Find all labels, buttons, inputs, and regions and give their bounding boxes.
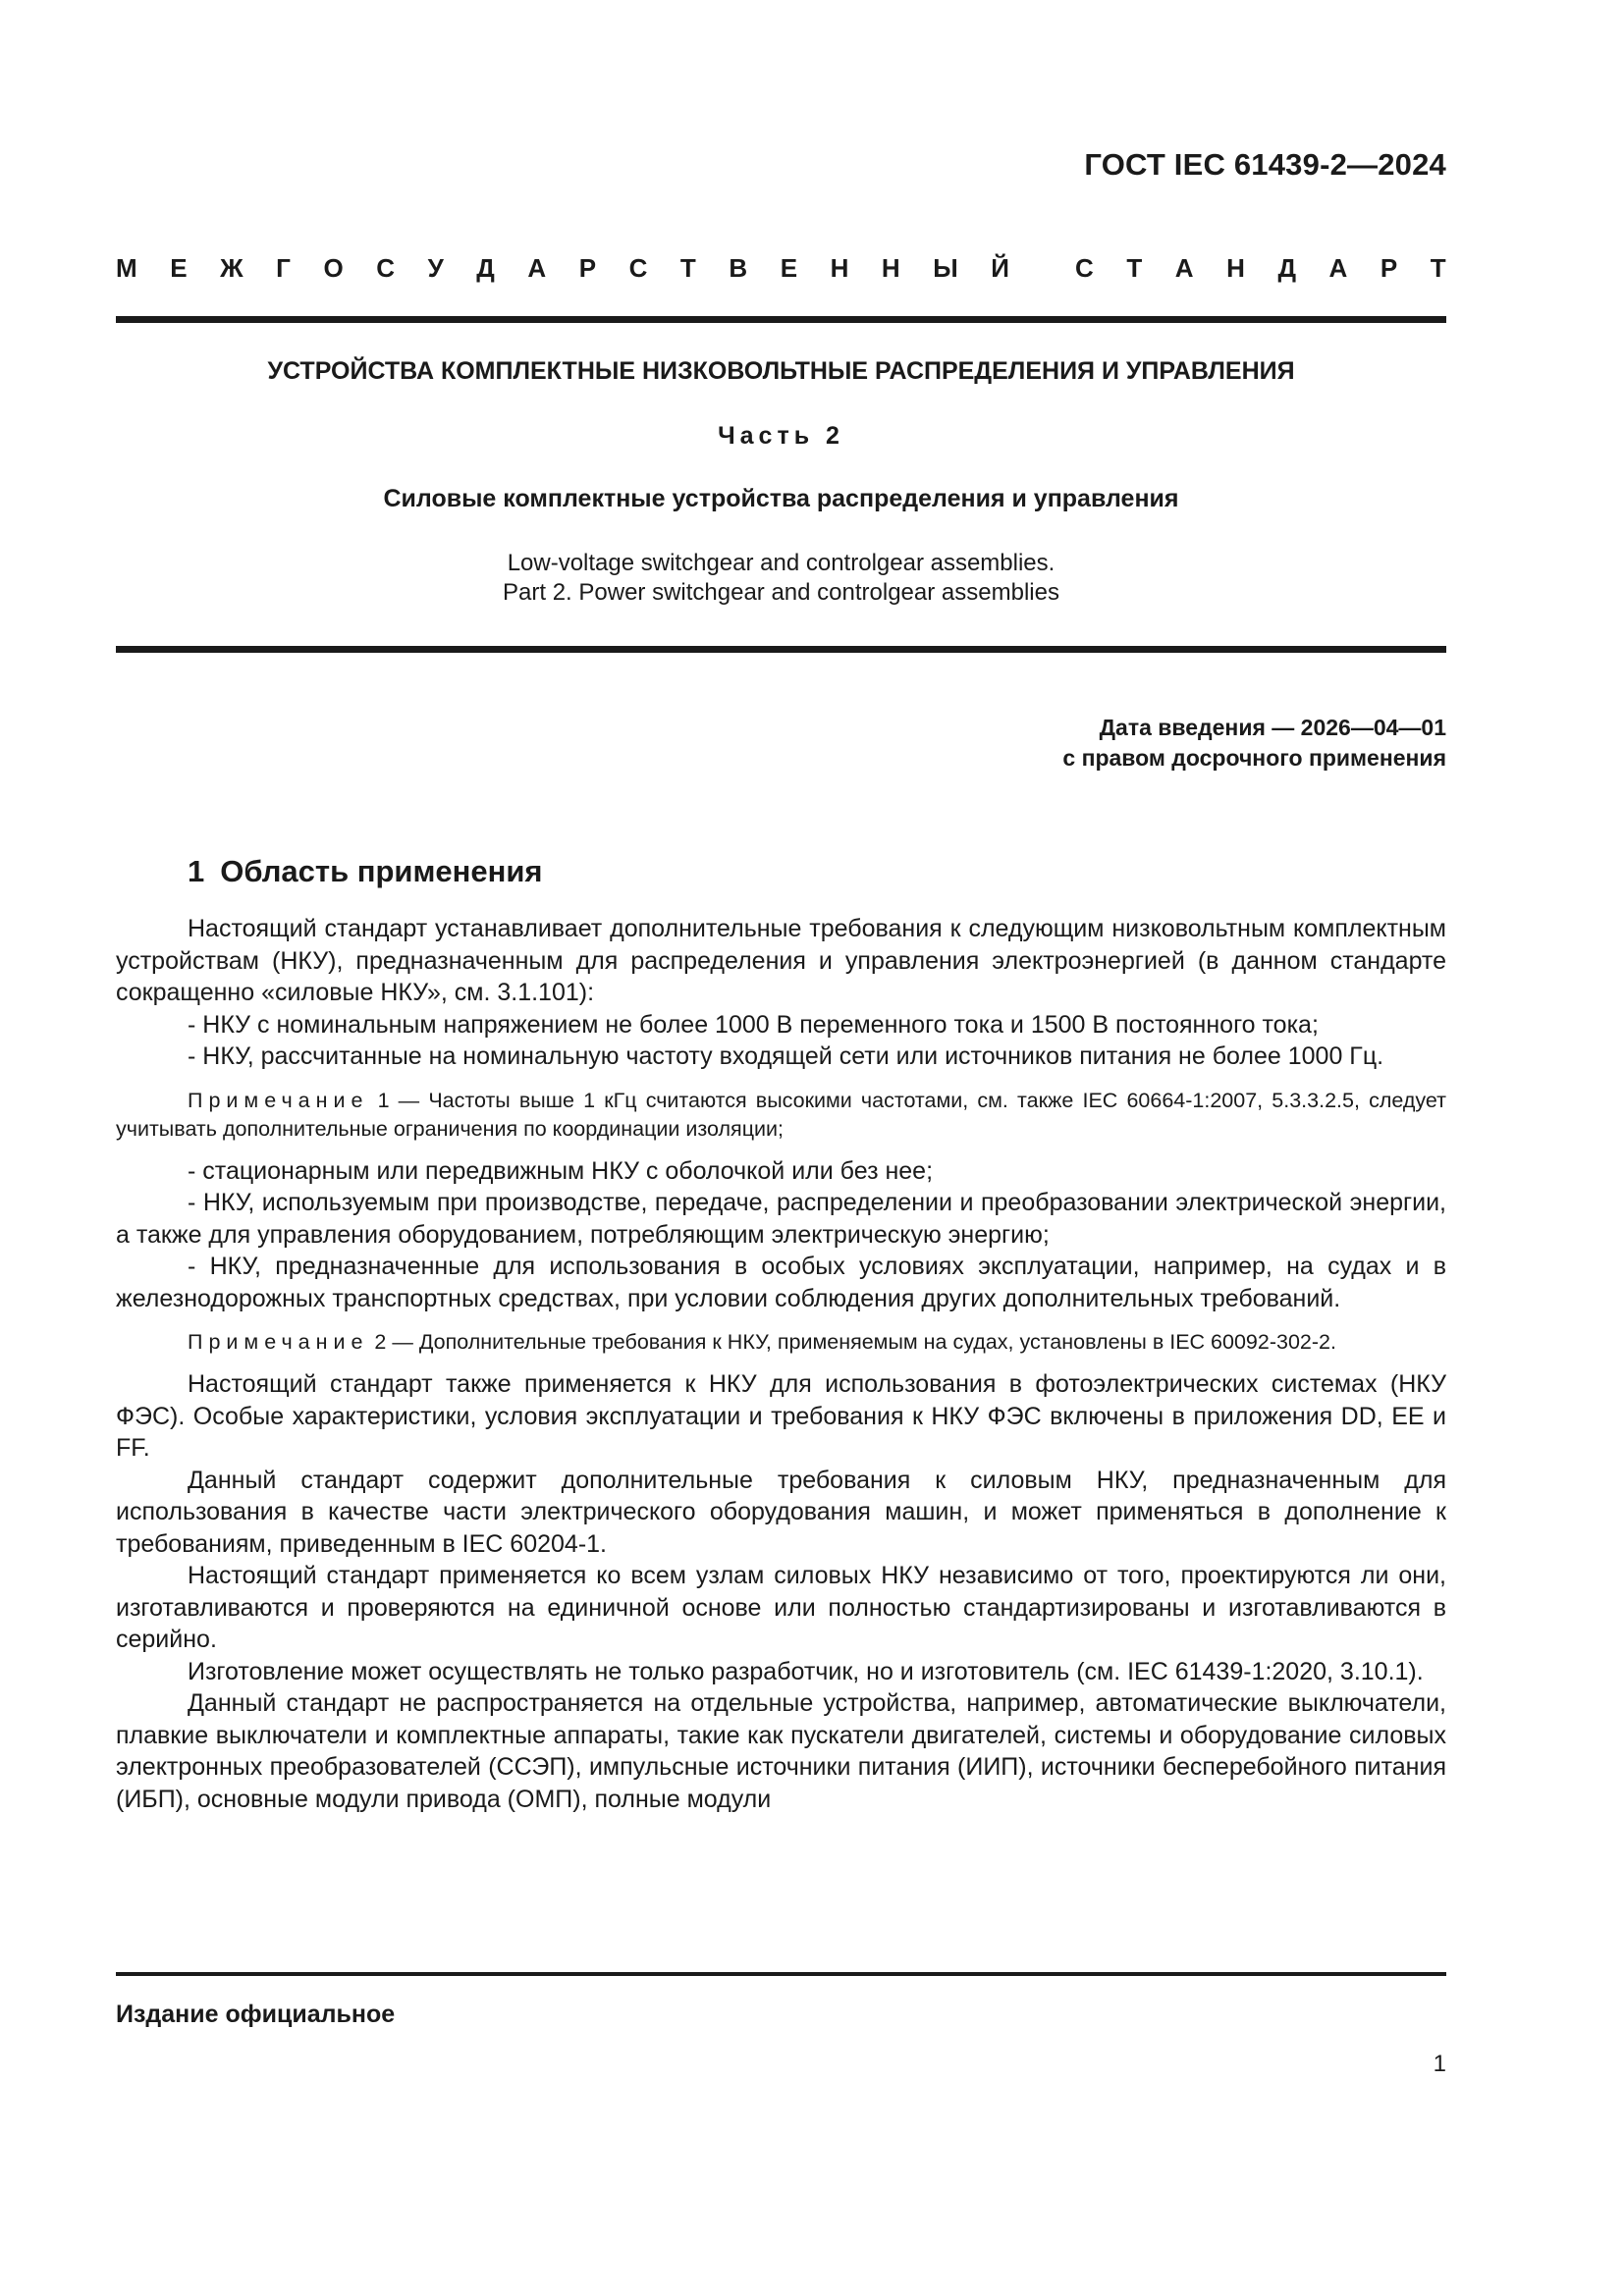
heading-letter: Н <box>881 253 900 283</box>
section-number: 1 <box>188 854 205 888</box>
section-body <box>116 913 1446 1815</box>
heading-letter: С <box>376 253 396 283</box>
heading-letter: Т <box>1126 253 1143 283</box>
heading-letter: О <box>323 253 344 283</box>
note-text: 2 — Дополнительные требования к НКУ, применяемым на судах, установлены в IEC 60092-302-2. <box>368 1330 1336 1354</box>
header-rule <box>116 316 1446 323</box>
paragraph: Настоящий стандарт устанавливает дополнительные требования к следующим низковольтным комплектным устройствам (НКУ), предназначенным для распределения и управления электроэнергией (в данном стандарте сокращенно «силовые НКУ», см. 3.1.101): <box>116 915 1446 1006</box>
heading-letter: Ж <box>220 253 244 283</box>
document-subtitle: Силовые комплектные устройства распределения и управления <box>383 485 1179 512</box>
heading-letter: С <box>628 253 648 283</box>
heading-letter: М <box>116 253 137 283</box>
note-label: Примечание <box>188 1088 369 1112</box>
list-item: - НКУ, предназначенные для использования в особых условиях эксплуатации, например, на судах и в железнодорожных транспортных средствах, при условии соблюдения других дополнительных требований. <box>116 1253 1446 1312</box>
introduction-date: Дата введения — 2026—04—01 <box>1099 715 1446 740</box>
heading-letter: Т <box>1430 253 1446 283</box>
heading-letter: Г <box>276 253 291 283</box>
list-item: - НКУ, используемым при производстве, передаче, распределении и преобразовании электрической энергии, а также для управления оборудованием, потребляющим электрическую энергию; <box>116 1189 1446 1249</box>
heading-letter: Е <box>780 253 798 283</box>
list-item: - НКУ, рассчитанные на номинальную частоту входящей сети или источников питания не более 1000 Гц. <box>188 1042 1384 1070</box>
note-text: 1 — Частоты выше 1 кГц считаются высокими частотами, см. также IEC 60664-1:2007, 5.3.3.2.5, следует учитывать дополнительные ограничения по координации изоляции; <box>116 1088 1446 1141</box>
heading-letter: Ы <box>933 253 958 283</box>
heading-letter: Д <box>476 253 495 283</box>
heading-letter: Н <box>1226 253 1245 283</box>
paragraph: Изготовление может осуществлять не только разработчик, но и изготовитель (см. IEC 61439-1:2020, 3.10.1). <box>188 1657 1424 1685</box>
note-label: Примечание <box>188 1330 369 1354</box>
section-heading <box>188 854 543 889</box>
english-title-line-2: Part 2. Power switchgear and controlgear assemblies <box>503 579 1059 606</box>
section-title: Область применения <box>220 854 543 888</box>
page-number: 1 <box>1433 2051 1446 2077</box>
heading-letter: Р <box>1380 253 1398 283</box>
title-rule <box>116 646 1446 653</box>
paragraph: Данный стандарт не распространяется на отдельные устройства, например, автоматические выключатели, плавкие выключатели и комплектные аппараты, такие как пускатели двигателей, системы и оборудование силовых электронных преобразователей (ССЭП), импульсные источники питания (ИИП), источники бесперебойного питания (ИБП), основные модули привода (ОМП), полные модули <box>116 1689 1446 1813</box>
heading-letter: Р <box>578 253 597 283</box>
english-title <box>116 549 1446 608</box>
paragraph: Настоящий стандарт также применяется к НКУ для использования в фотоэлектрических системах (НКУ ФЭС). Особые характеристики, условия эксплуатации и требования к НКУ ФЭС включены в приложения DD, EE и FF. <box>116 1370 1446 1462</box>
heading-letter: В <box>729 253 748 283</box>
official-edition-label: Издание официальное <box>116 2001 396 2028</box>
heading-letter: Т <box>679 253 696 283</box>
list-item: - НКУ с номинальным напряжением не более 1000 В переменного тока и 1500 В постоянного тока; <box>188 1010 1319 1039</box>
heading-letter: Д <box>1277 253 1296 283</box>
english-title-line-1: Low-voltage switchgear and controlgear assemblies. <box>507 550 1056 576</box>
introduction-date-block <box>1062 713 1446 774</box>
heading-letter: А <box>1328 253 1348 283</box>
heading-letter: А <box>527 253 547 283</box>
part-label: Часть 2 <box>718 422 844 450</box>
note-1 <box>116 1087 1446 1144</box>
document-number: ГОСТ IEC 61439-2—2024 <box>1084 147 1446 182</box>
heading-letter: Н <box>830 253 849 283</box>
paragraph: Данный стандарт содержит дополнительные требования к силовым НКУ, предназначенным для использования в качестве части электрического оборудования машин, и может применяться в дополнение к требованиям, приведенным в IEC 60204-1. <box>116 1466 1446 1558</box>
heading-letter: Й <box>991 253 1009 283</box>
paragraph: Настоящий стандарт применяется ко всем узлам силовых НКУ независимо от того, проектируются ли они, изготавливаются и проверяются на единичной основе или полностью стандартизированы и изготавливаются в серийно. <box>116 1562 1446 1653</box>
heading-letter: А <box>1174 253 1194 283</box>
document-title: УСТРОЙСТВА КОМПЛЕКТНЫЕ НИЗКОВОЛЬТНЫЕ РАСПРЕДЕЛЕНИЯ И УПРАВЛЕНИЯ <box>267 357 1295 385</box>
heading-letter: С <box>1075 253 1094 283</box>
heading-letter: У <box>427 253 444 283</box>
early-application-note: с правом досрочного применения <box>1062 745 1446 771</box>
list-item: - стационарным или передвижным НКУ с оболочкой или без нее; <box>188 1156 934 1185</box>
interstate-standard-heading <box>116 253 1446 284</box>
heading-letter: Е <box>170 253 188 283</box>
note-2 <box>116 1328 1446 1357</box>
footer-rule <box>116 1972 1446 1976</box>
